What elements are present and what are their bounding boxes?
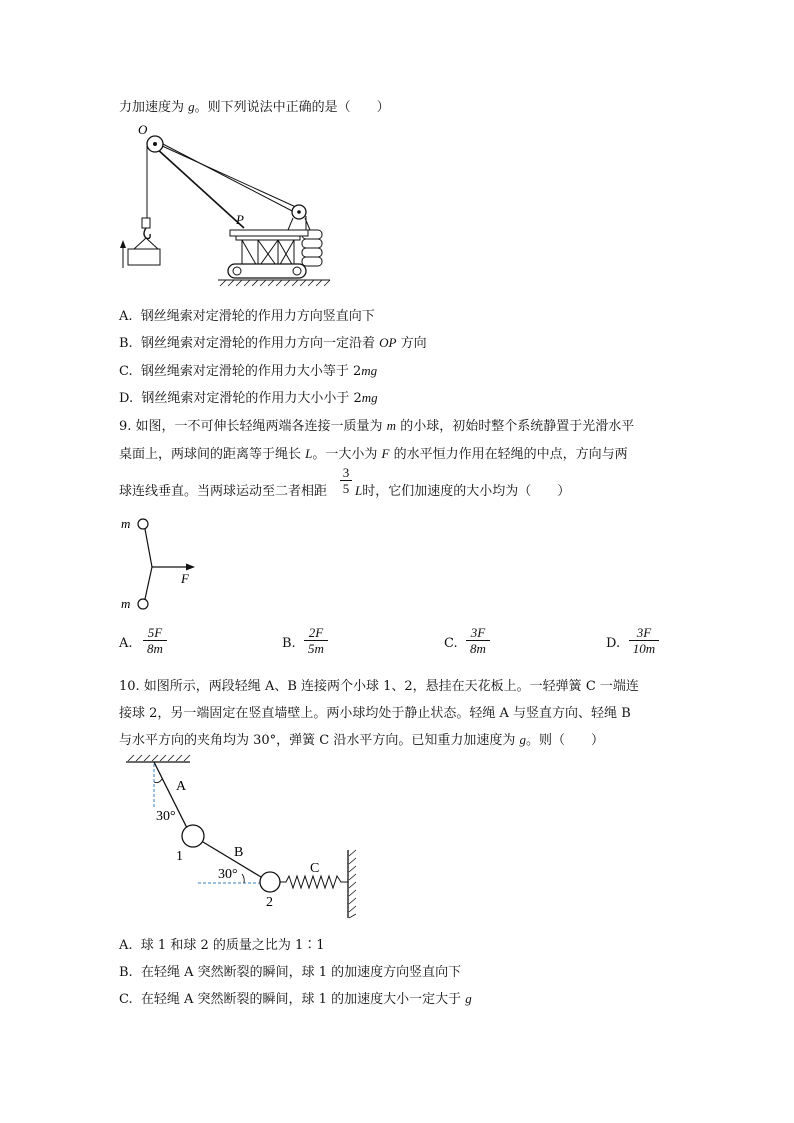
label-o: O xyxy=(138,122,148,137)
q9-line-3a: 球连线垂直。当两球运动至二者相距 xyxy=(119,484,328,499)
q9-option-a-fraction[interactable]: 5F 8m xyxy=(142,625,168,656)
rope-spring-figure xyxy=(120,752,370,922)
q8-option-d[interactable]: D. 钢丝绳索对定滑轮的作用力大小小于 2mg xyxy=(119,390,378,406)
q8-option-c[interactable]: C. 钢丝绳索对定滑轮的作用力大小等于 2mg xyxy=(119,363,378,379)
q9-option-b-label[interactable]: B. xyxy=(282,636,296,651)
q9-option-c-fraction[interactable]: 3F 8m xyxy=(465,625,491,656)
q9-fraction-3-5: 3 5 xyxy=(339,465,353,496)
q10-option-b[interactable]: B. 在轻绳 A 突然断裂的瞬间，球 1 的加速度方向竖直向下 xyxy=(119,965,462,980)
q9-line-1: 9. 如图，一不可伸长轻绳两端各连接一质量为 m 的小球，初始时整个系统静置于光滑水平 xyxy=(119,418,635,434)
q9-option-d-fraction[interactable]: 3F 10m xyxy=(628,625,660,656)
q10-option-a[interactable]: A. 球 1 和球 2 的质量之比为 1∶1 xyxy=(119,938,325,953)
q9-option-b-fraction[interactable]: 2F 5m xyxy=(303,625,329,656)
q9-line-2: 桌面上，两球间的距离等于绳长 L。一大小为 F 的水平恒力作用在轻绳的中点，方向与两 xyxy=(119,446,628,462)
q8-stem: 力加速度为 g。则下列说法中正确的是（ ） xyxy=(119,99,390,115)
label-ball-1: 1 xyxy=(176,849,183,864)
label-angle-a: 30° xyxy=(156,809,176,824)
q9-option-c-label[interactable]: C. xyxy=(444,636,458,651)
q10-line-1: 10. 如图所示，两段轻绳 A、B 连接两个小球 1、2，悬挂在天花板上。一轻弹簧 C 一端连 xyxy=(119,679,639,694)
q9-option-a-label[interactable]: A. xyxy=(119,636,133,651)
label-angle-b: 30° xyxy=(218,867,238,882)
q10-line-2: 接球 2，另一端固定在竖直墙壁上。两小球均处于静止状态。轻绳 A 与竖直方向、轻绳 B xyxy=(119,706,631,721)
q10-line-3: 与水平方向的夹角均为 30°，弹簧 C 沿水平方向。已知重力加速度为 g。则（ ） xyxy=(119,732,605,748)
crane-figure xyxy=(112,118,334,288)
label-force: F xyxy=(181,571,189,586)
two-balls-figure xyxy=(115,512,205,614)
label-spring-c: C xyxy=(310,861,320,876)
q8-option-b[interactable]: B. 钢丝绳索对定滑轮的作用力方向一定沿着 OP 方向 xyxy=(119,335,427,351)
label-rope-a: A xyxy=(176,779,187,794)
label-rope-b: B xyxy=(234,845,244,860)
label-p: P xyxy=(236,212,244,227)
label-m-top: m xyxy=(121,516,131,531)
q9-line-3b: L时，它们加速度的大小均为（ ） xyxy=(355,483,571,499)
q9-option-d-label[interactable]: D. xyxy=(606,636,621,651)
q8-option-a[interactable]: A. 钢丝绳索对定滑轮的作用力方向竖直向下 xyxy=(119,309,375,324)
label-m-bottom: m xyxy=(121,596,131,611)
label-ball-2: 2 xyxy=(266,895,273,910)
q10-option-c[interactable]: C. 在轻绳 A 突然断裂的瞬间，球 1 的加速度大小一定大于 g xyxy=(119,991,472,1007)
